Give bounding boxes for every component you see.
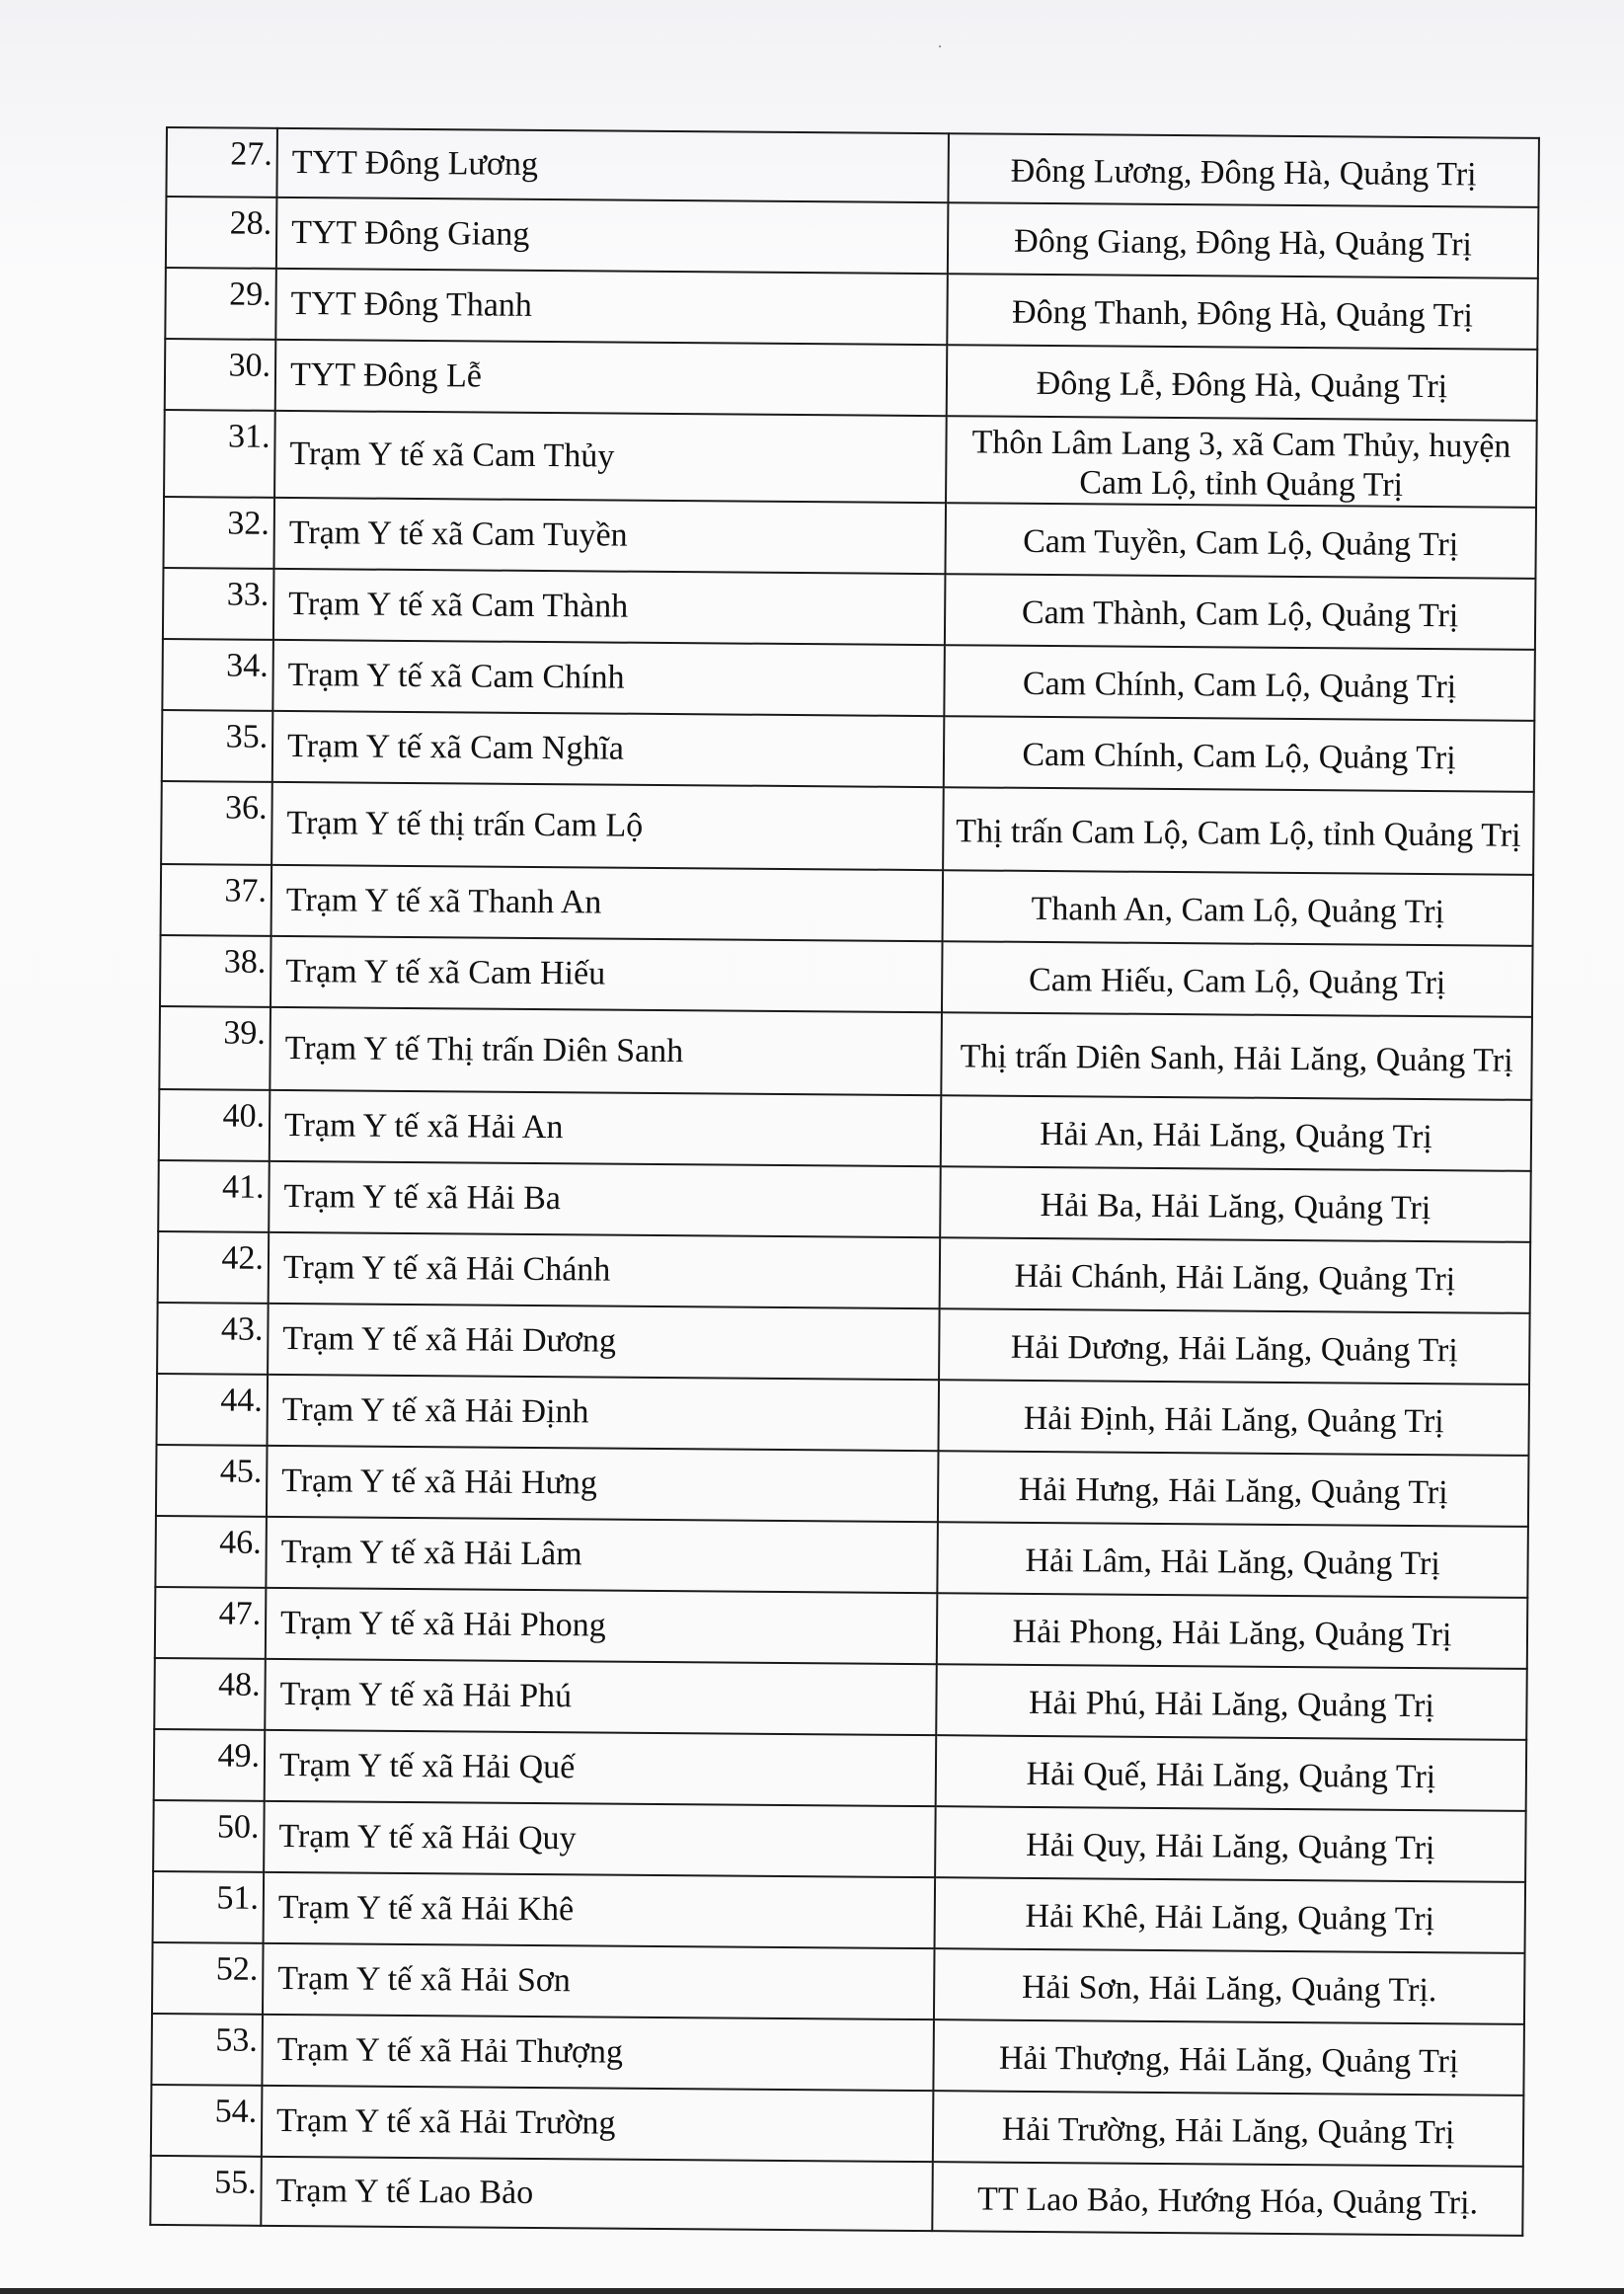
- row-number: 36.: [161, 781, 272, 865]
- facility-name: Trạm Y tế xã Hải Quế: [265, 1730, 937, 1806]
- row-number: 30.: [165, 339, 276, 411]
- facility-address: Cam Thành, Cam Lộ, Quảng Trị: [945, 574, 1536, 650]
- facility-address: Cam Tuyền, Cam Lộ, Quảng Trị: [945, 503, 1536, 579]
- row-number: 44.: [157, 1374, 269, 1446]
- row-number: 34.: [162, 639, 273, 711]
- table-row: [165, 268, 1538, 350]
- row-number: 29.: [165, 268, 276, 340]
- table-row: [152, 1942, 1525, 2024]
- facility-name: Trạm Y tế xã Thanh An: [271, 865, 944, 941]
- row-number: 32.: [163, 497, 274, 569]
- facility-address: Thị trấn Diên Sanh, Hải Lăng, Quảng Trị: [941, 1012, 1532, 1100]
- scan-speck: [939, 45, 941, 47]
- row-number: 31.: [164, 410, 275, 498]
- row-number: 45.: [156, 1445, 268, 1517]
- facility-address: Hải Chánh, Hải Lăng, Quảng Trị: [940, 1237, 1531, 1313]
- facility-name: TYT Đông Thanh: [275, 269, 948, 345]
- row-number: 50.: [153, 1800, 265, 1872]
- facility-address: Hải An, Hải Lăng, Quảng Trị: [941, 1095, 1532, 1171]
- table-row: [153, 1800, 1526, 1882]
- table-row: [162, 639, 1535, 721]
- table-row: [158, 1231, 1531, 1313]
- facility-address: Cam Chính, Cam Lộ, Quảng Trị: [944, 716, 1535, 792]
- facility-name: Trạm Y tế xã Hải Trường: [262, 2086, 934, 2162]
- facility-name: TYT Đông Lương: [276, 128, 949, 202]
- row-number: 38.: [160, 935, 271, 1007]
- facility-address: Hải Quy, Hải Lăng, Quảng Trị: [935, 1806, 1526, 1882]
- table-row: [155, 1587, 1528, 1669]
- row-number: 54.: [151, 2085, 263, 2157]
- facility-address: Hải Hưng, Hải Lăng, Quảng Trị: [938, 1451, 1529, 1527]
- facility-address: Hải Khê, Hải Lăng, Quảng Trị: [935, 1877, 1526, 1953]
- table-row: [163, 497, 1536, 579]
- table-row: [151, 2014, 1524, 2096]
- facility-name: Trạm Y tế xã Hải Chánh: [269, 1232, 941, 1308]
- facility-name: Trạm Y tế xã Cam Thủy: [274, 411, 947, 503]
- facility-address: Hải Lâm, Hải Lăng, Quảng Trị: [937, 1522, 1528, 1598]
- facility-address: Đông Lễ, Đông Hà, Quảng Trị: [947, 345, 1538, 421]
- table-body: [150, 127, 1539, 2236]
- facility-name: Trạm Y tế xã Hải Phú: [265, 1659, 937, 1735]
- table-row: [161, 781, 1534, 875]
- row-number: 33.: [163, 568, 274, 640]
- row-number: 35.: [162, 710, 273, 782]
- row-number: 53.: [151, 2014, 263, 2086]
- table-row: [156, 1445, 1529, 1527]
- facility-name: Trạm Y tế xã Hải Lâm: [266, 1517, 938, 1593]
- facility-address: Thị trấn Cam Lộ, Cam Lộ, tỉnh Quảng Trị: [943, 787, 1534, 875]
- row-number: 42.: [158, 1231, 270, 1304]
- facility-name: TYT Đông Lễ: [275, 340, 948, 416]
- table-row: [151, 2085, 1524, 2167]
- table-row: [154, 1658, 1527, 1740]
- facility-address: TT Lao Bảo, Hướng Hóa, Quảng Trị.: [932, 2162, 1523, 2236]
- facility-name: Trạm Y tế xã Cam Hiếu: [271, 936, 943, 1012]
- row-number: 41.: [158, 1160, 270, 1232]
- facility-address: Hải Thượng, Hải Lăng, Quảng Trị: [933, 2019, 1524, 2096]
- facility-name: Trạm Y tế xã Cam Chính: [272, 640, 945, 716]
- row-number: 49.: [154, 1729, 266, 1801]
- facility-address: Thanh An, Cam Lộ, Quảng Trị: [943, 870, 1534, 946]
- table-row: [155, 1516, 1528, 1598]
- facility-address: Đông Thanh, Đông Hà, Quảng Trị: [947, 274, 1538, 350]
- table-row: [150, 2156, 1523, 2236]
- table-row: [161, 864, 1534, 946]
- table-row: [166, 127, 1539, 207]
- table-row: [164, 410, 1537, 508]
- row-number: 40.: [159, 1089, 271, 1161]
- health-station-table: [149, 126, 1540, 2237]
- facility-address: Cam Hiếu, Cam Lộ, Quảng Trị: [942, 941, 1533, 1017]
- table-row: [160, 935, 1533, 1017]
- facility-name: Trạm Y tế xã Cam Nghĩa: [272, 711, 945, 787]
- facility-name: Trạm Y tế xã Cam Tuyền: [273, 498, 946, 574]
- facility-address: Hải Ba, Hải Lăng, Quảng Trị: [940, 1166, 1531, 1242]
- facility-name: TYT Đông Giang: [276, 198, 949, 274]
- facility-name: Trạm Y tế xã Hải Sơn: [263, 1943, 935, 2019]
- facility-name: Trạm Y tế xã Cam Thành: [273, 569, 946, 645]
- table-row: [157, 1374, 1530, 1456]
- row-number: 37.: [161, 864, 272, 936]
- facility-address: Hải Phú, Hải Lăng, Quảng Trị: [936, 1664, 1527, 1740]
- row-number: 52.: [152, 1942, 264, 2015]
- table-row: [163, 568, 1536, 650]
- row-number: 27.: [166, 127, 277, 198]
- facility-address: Hải Quế, Hải Lăng, Quảng Trị: [936, 1735, 1527, 1811]
- facility-name: Trạm Y tế xã Hải An: [270, 1090, 942, 1166]
- row-number: 39.: [159, 1006, 271, 1090]
- facility-address: Đông Giang, Đông Hà, Quảng Trị: [948, 202, 1539, 278]
- table-row: [158, 1160, 1531, 1242]
- facility-address: Hải Dương, Hải Lăng, Quảng Trị: [939, 1308, 1530, 1384]
- facility-name: Trạm Y tế xã Hải Hưng: [267, 1446, 939, 1522]
- facility-name: Trạm Y tế xã Hải Thượng: [262, 2015, 934, 2091]
- table-row: [165, 339, 1538, 421]
- facility-name: Trạm Y tế xã Hải Ba: [269, 1161, 941, 1237]
- row-number: 55.: [150, 2156, 262, 2226]
- table-row: [162, 710, 1535, 792]
- facility-address: Cam Chính, Cam Lộ, Quảng Trị: [944, 645, 1535, 721]
- table-row: [157, 1303, 1530, 1384]
- facility-name: Trạm Y tế Thị trấn Diên Sanh: [270, 1007, 942, 1095]
- table-row: [153, 1871, 1526, 1953]
- row-number: 47.: [155, 1587, 267, 1659]
- facility-address: Thôn Lâm Lang 3, xã Cam Thủy, huyện Cam Lộ, tỉnh Quảng Trị: [946, 416, 1537, 508]
- facility-name: Trạm Y tế Lao Bảo: [261, 2157, 933, 2231]
- facility-address: Hải Trường, Hải Lăng, Quảng Trị: [933, 2091, 1524, 2167]
- row-number: 46.: [155, 1516, 267, 1588]
- row-number: 48.: [154, 1658, 266, 1730]
- facility-name: Trạm Y tế xã Hải Dương: [268, 1304, 940, 1380]
- table-row: [159, 1006, 1532, 1100]
- scan-bottom-edge: [0, 2288, 1624, 2294]
- facility-name: Trạm Y tế xã Hải Quy: [264, 1801, 936, 1877]
- facility-name: Trạm Y tế xã Hải Khê: [264, 1872, 936, 1948]
- table-row: [159, 1089, 1532, 1171]
- table-row: [166, 197, 1539, 278]
- facility-address: Hải Phong, Hải Lăng, Quảng Trị: [937, 1593, 1528, 1669]
- table-container: [149, 126, 1538, 2237]
- facility-address: Hải Sơn, Hải Lăng, Quảng Trị.: [934, 1948, 1525, 2024]
- row-number: 51.: [153, 1871, 265, 1943]
- facility-name: Trạm Y tế thị trấn Cam Lộ: [271, 782, 944, 870]
- facility-name: Trạm Y tế xã Hải Định: [268, 1375, 940, 1451]
- facility-name: Trạm Y tế xã Hải Phong: [266, 1588, 938, 1664]
- row-number: 43.: [157, 1303, 269, 1375]
- row-number: 28.: [166, 197, 277, 269]
- table-row: [154, 1729, 1527, 1811]
- facility-address: Hải Định, Hải Lăng, Quảng Trị: [938, 1380, 1529, 1456]
- facility-address: Đông Lương, Đông Hà, Quảng Trị: [948, 133, 1539, 207]
